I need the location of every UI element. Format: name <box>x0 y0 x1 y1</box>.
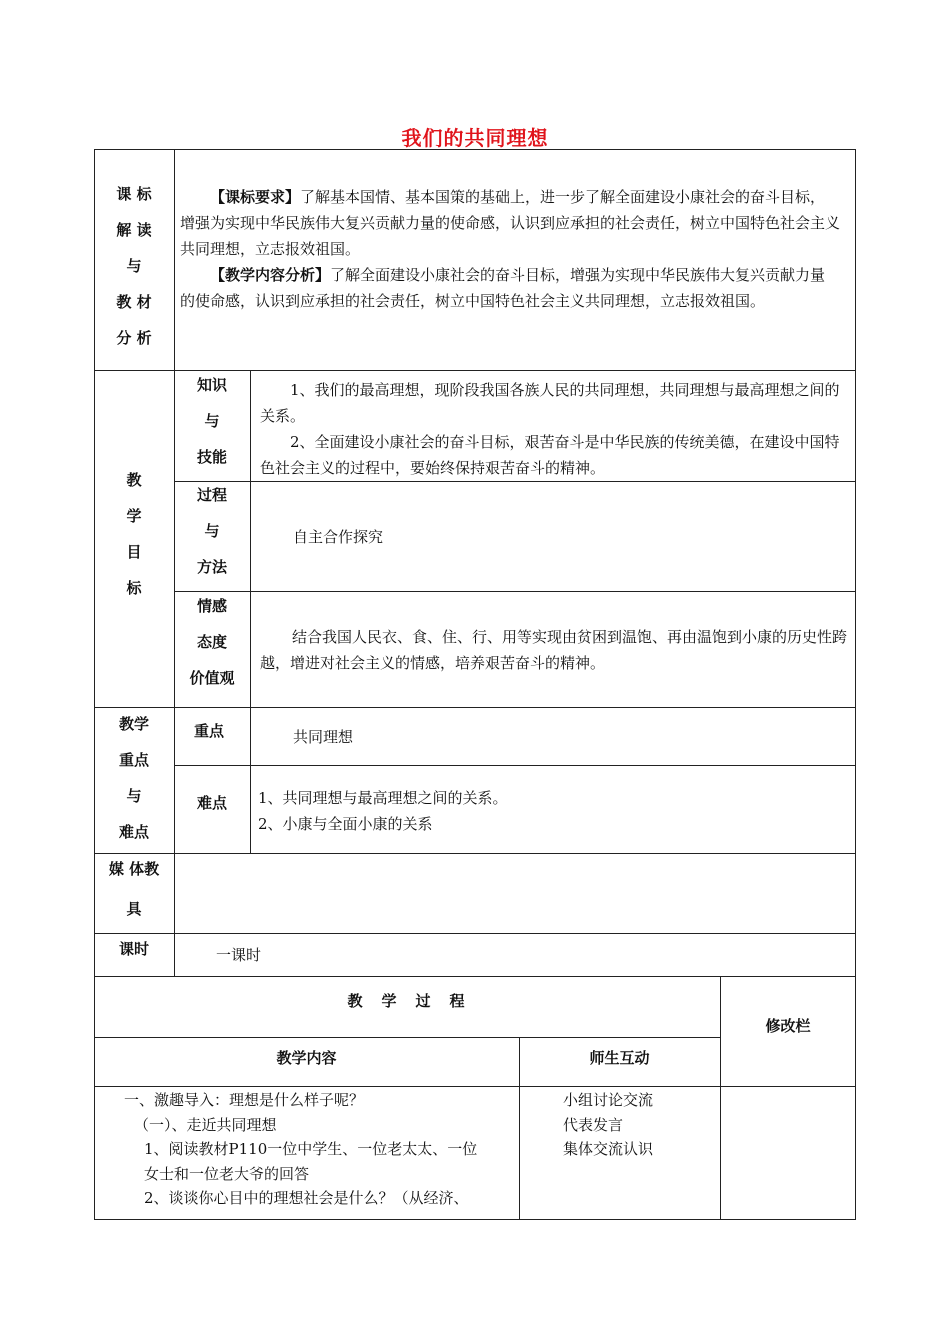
list-item: （一）、走近共同理想 <box>134 1115 277 1134</box>
section-label-curriculum: 课 标 解 读 与 教 材 分 析 <box>116 185 152 347</box>
list-item: 集体交流认识 <box>563 1140 654 1158</box>
interaction-list <box>563 1088 713 1162</box>
interaction-column-header: 师生互动 <box>589 1049 650 1067</box>
goal-knowledge-text: 1、我们的最高理想，现阶段我国各族人民的共同理想，共同理想与最高理想之间的关系。 2、全面建设小康社会的奋斗目标，艰苦奋斗是中华民族的传统美德，在建设中国特色社会主义的过程中，要始终保持艰苦奋斗的精神。 <box>260 381 840 477</box>
goal-process-text: 自主合作探究 <box>293 528 384 546</box>
content-analysis-text: 了解全面建设小康社会的奋斗目标，增强为实现中华民族伟大复兴贡献力量的使命感，认识到应承担的社会责任，树立中国特色社会主义共同理想，立志报效祖国。 <box>180 266 826 310</box>
difficulty-label: 难点 <box>196 794 227 812</box>
section-label-media: 媒 体教 具 <box>108 860 160 918</box>
keypoint-label: 重点 <box>193 722 224 740</box>
content-analysis-heading: 【教学内容分析】 <box>210 266 331 284</box>
goal-emotion-text: 结合我国人民衣、食、住、行、用等实现由贫困到温饱、再由温饱到小康的历史性跨越，增进对社会主义的情感，培养艰苦奋斗的精神。 <box>260 628 848 672</box>
content-column-header: 教学内容 <box>276 1049 337 1067</box>
curriculum-analysis-text <box>180 184 840 314</box>
teaching-content-list <box>104 1088 514 1211</box>
goal-label-process: 过程 与 方法 <box>196 486 227 576</box>
section-label-keypoints: 教学 重点 与 难点 <box>118 715 149 841</box>
revision-column-label: 修改栏 <box>765 1017 811 1035</box>
keypoint-text: 共同理想 <box>293 728 354 746</box>
section-label-period: 课时 <box>118 940 149 958</box>
curriculum-requirement-heading: 【课标要求】 <box>210 188 301 206</box>
difficulty-text: 1、共同理想与最高理想之间的关系。 2、小康与全面小康的关系 <box>258 789 508 833</box>
curriculum-requirement-text: 了解基本国情、基本国策的基础上，进一步了解全面建设小康社会的奋斗目标，增强为实现中华民族伟大复兴贡献力量的使命感，认识到应承担的社会责任，树立中国特色社会主义共同理想，立志报效祖国。 <box>180 188 841 258</box>
list-item: 代表发言 <box>563 1115 624 1134</box>
goal-label-emotion: 情感 态度 价值观 <box>189 597 235 687</box>
list-item: 一、激趣导入：理想是什么样子呢？ <box>124 1091 365 1109</box>
period-text: 一课时 <box>216 946 262 964</box>
section-label-goals: 教 学 目 标 <box>126 471 142 597</box>
goal-label-knowledge: 知识 与 技能 <box>196 376 227 466</box>
list-item: 1、阅读教材P110一位中学生、一位老太太、一位 <box>144 1140 478 1158</box>
page-title: 我们的共同理想 <box>401 126 549 150</box>
list-item: 2、谈谈你心目中的理想社会是什么？（从经济、 <box>144 1189 469 1207</box>
list-item: 女士和一位老大爷的回答 <box>144 1164 310 1183</box>
list-item: 小组讨论交流 <box>563 1091 654 1109</box>
process-heading: 教 学 过 程 <box>347 992 467 1010</box>
